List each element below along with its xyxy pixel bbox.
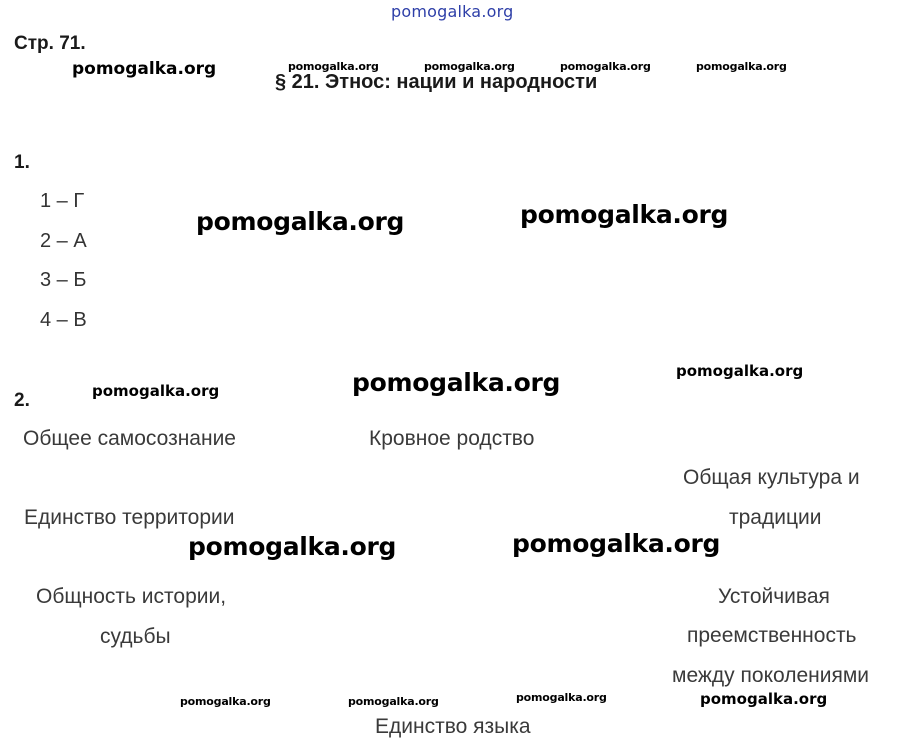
answer-item: 1 – Г	[40, 190, 85, 212]
watermark: pomogalka.org	[700, 690, 828, 708]
watermark: pomogalka.org	[188, 532, 397, 561]
answer-item: 4 – В	[40, 309, 87, 331]
concept-language-unity: Единство языка	[375, 715, 531, 738]
watermark: pomogalka.org	[92, 382, 220, 400]
answer-item: 3 – Б	[40, 269, 87, 291]
concept-blood-kinship: Кровное родство	[369, 427, 535, 450]
watermark: pomogalka.org	[348, 695, 439, 708]
watermark: pomogalka.org	[352, 368, 561, 397]
concept-territory-unity: Единство территории	[24, 506, 235, 529]
section-title: § 21. Этнос: нации и народности	[275, 71, 598, 93]
page-number: Стр. 71.	[14, 33, 86, 54]
concept-common-culture-line1: Общая культура и	[683, 466, 860, 489]
watermark: pomogalka.org	[180, 695, 271, 708]
concept-common-culture-line2: традиции	[729, 506, 822, 529]
watermark: pomogalka.org	[516, 691, 607, 704]
watermark: pomogalka.org	[696, 60, 787, 73]
concept-common-history-line1: Общность истории,	[36, 585, 227, 608]
concept-continuity-line1: Устойчивая	[718, 585, 830, 608]
watermark: pomogalka.org	[520, 200, 729, 229]
watermark: pomogalka.org	[560, 60, 651, 73]
watermark: pomogalka.org	[72, 59, 217, 79]
watermark: pomogalka.org	[196, 207, 405, 236]
task-1-number: 1.	[14, 152, 30, 173]
watermark: pomogalka.org	[288, 60, 379, 73]
concept-common-self-awareness: Общее самосознание	[23, 427, 236, 450]
concept-common-history-line2: судьбы	[100, 625, 171, 648]
watermark: pomogalka.org	[512, 529, 721, 558]
watermark: pomogalka.org	[424, 60, 515, 73]
task-2-number: 2.	[14, 390, 30, 411]
concept-continuity-line3: между поколениями	[672, 664, 870, 687]
concept-continuity-line2: преемственность	[687, 624, 857, 647]
watermark: pomogalka.org	[676, 362, 804, 380]
answer-item: 2 – А	[40, 230, 87, 252]
watermark-top: pomogalka.org	[391, 2, 514, 21]
